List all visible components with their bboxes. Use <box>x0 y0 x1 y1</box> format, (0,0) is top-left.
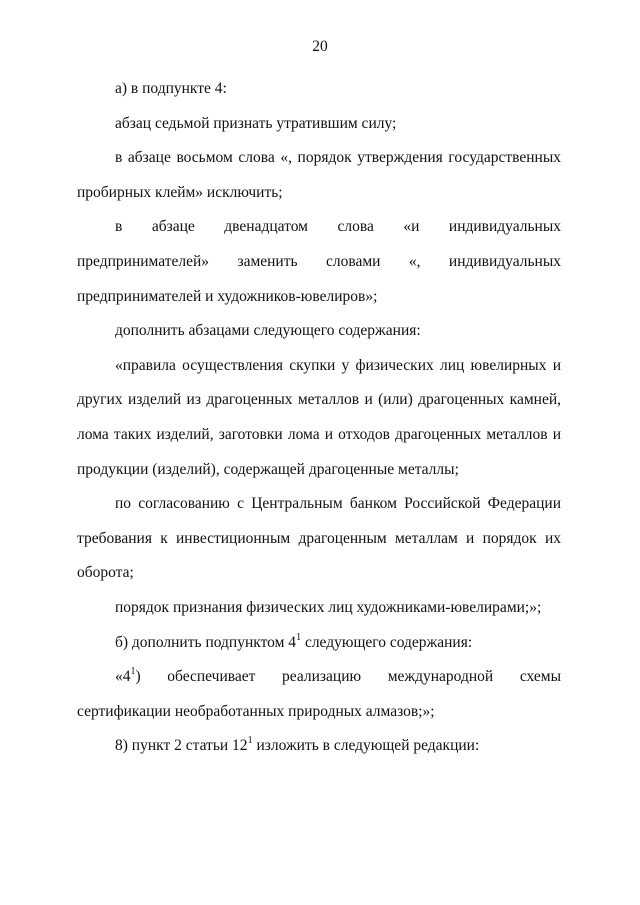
subitem-b-text-end: следующего содержания: <box>301 633 473 651</box>
paragraph-item-8 <box>77 729 561 764</box>
superscript-1: 1 <box>296 631 302 643</box>
page-number: 20 <box>312 38 328 55</box>
paragraph-eighth-indent: в абзаце восьмом слова «, порядок утверждения государственных пробирных клейм» исключить; <box>77 149 561 201</box>
paragraph-investment-metals: по согласованию с Центральным банком Российской Федерации требования к инвестиционным драгоценным металлам и порядок их оборота; <box>77 495 561 582</box>
paragraph-seventh-indent-void: абзац седьмой признать утратившим силу; <box>115 114 397 132</box>
document-body <box>77 72 561 764</box>
paragraph-add-indents: дополнить абзацами следующего содержания: <box>115 322 421 340</box>
item-8-text-end: изложить в следующей редакции: <box>252 737 480 755</box>
paragraph-certification-scheme <box>77 660 561 729</box>
certification-text: «4 <box>115 668 131 686</box>
paragraph-subitem-b <box>77 626 561 661</box>
item-8-text: 8) пункт 2 статьи 12 <box>115 737 248 755</box>
subitem-b-text: б) дополнить подпунктом 4 <box>115 633 297 651</box>
certification-text-end: ) обеспечивает реализацию международной схемы сертификации необработанных природных алмазов;»; <box>77 668 561 720</box>
superscript-1: 1 <box>247 735 253 747</box>
paragraph-jewelers-recognition: порядок признания физических лиц художниками-ювелирами;»; <box>115 598 542 616</box>
paragraph-subitem-a: а) в подпункте 4: <box>115 80 227 97</box>
superscript-1: 1 <box>130 666 136 678</box>
paragraph-twelfth-indent: в абзаце двенадцатом слова «и индивидуальных предпринимателей» заменить словами «, индивидуальных предпринимателей и художников-ювелиров»; <box>77 218 561 305</box>
paragraph-purchase-rules: «правила осуществления скупки у физических лиц ювелирных и других изделий из драгоценных металлов и (или) драгоценных камней, лома таких изделий, заготовки лома и отходов драгоценных металлов и продукции (изделий), содержащей драгоценные металлы; <box>77 356 561 478</box>
